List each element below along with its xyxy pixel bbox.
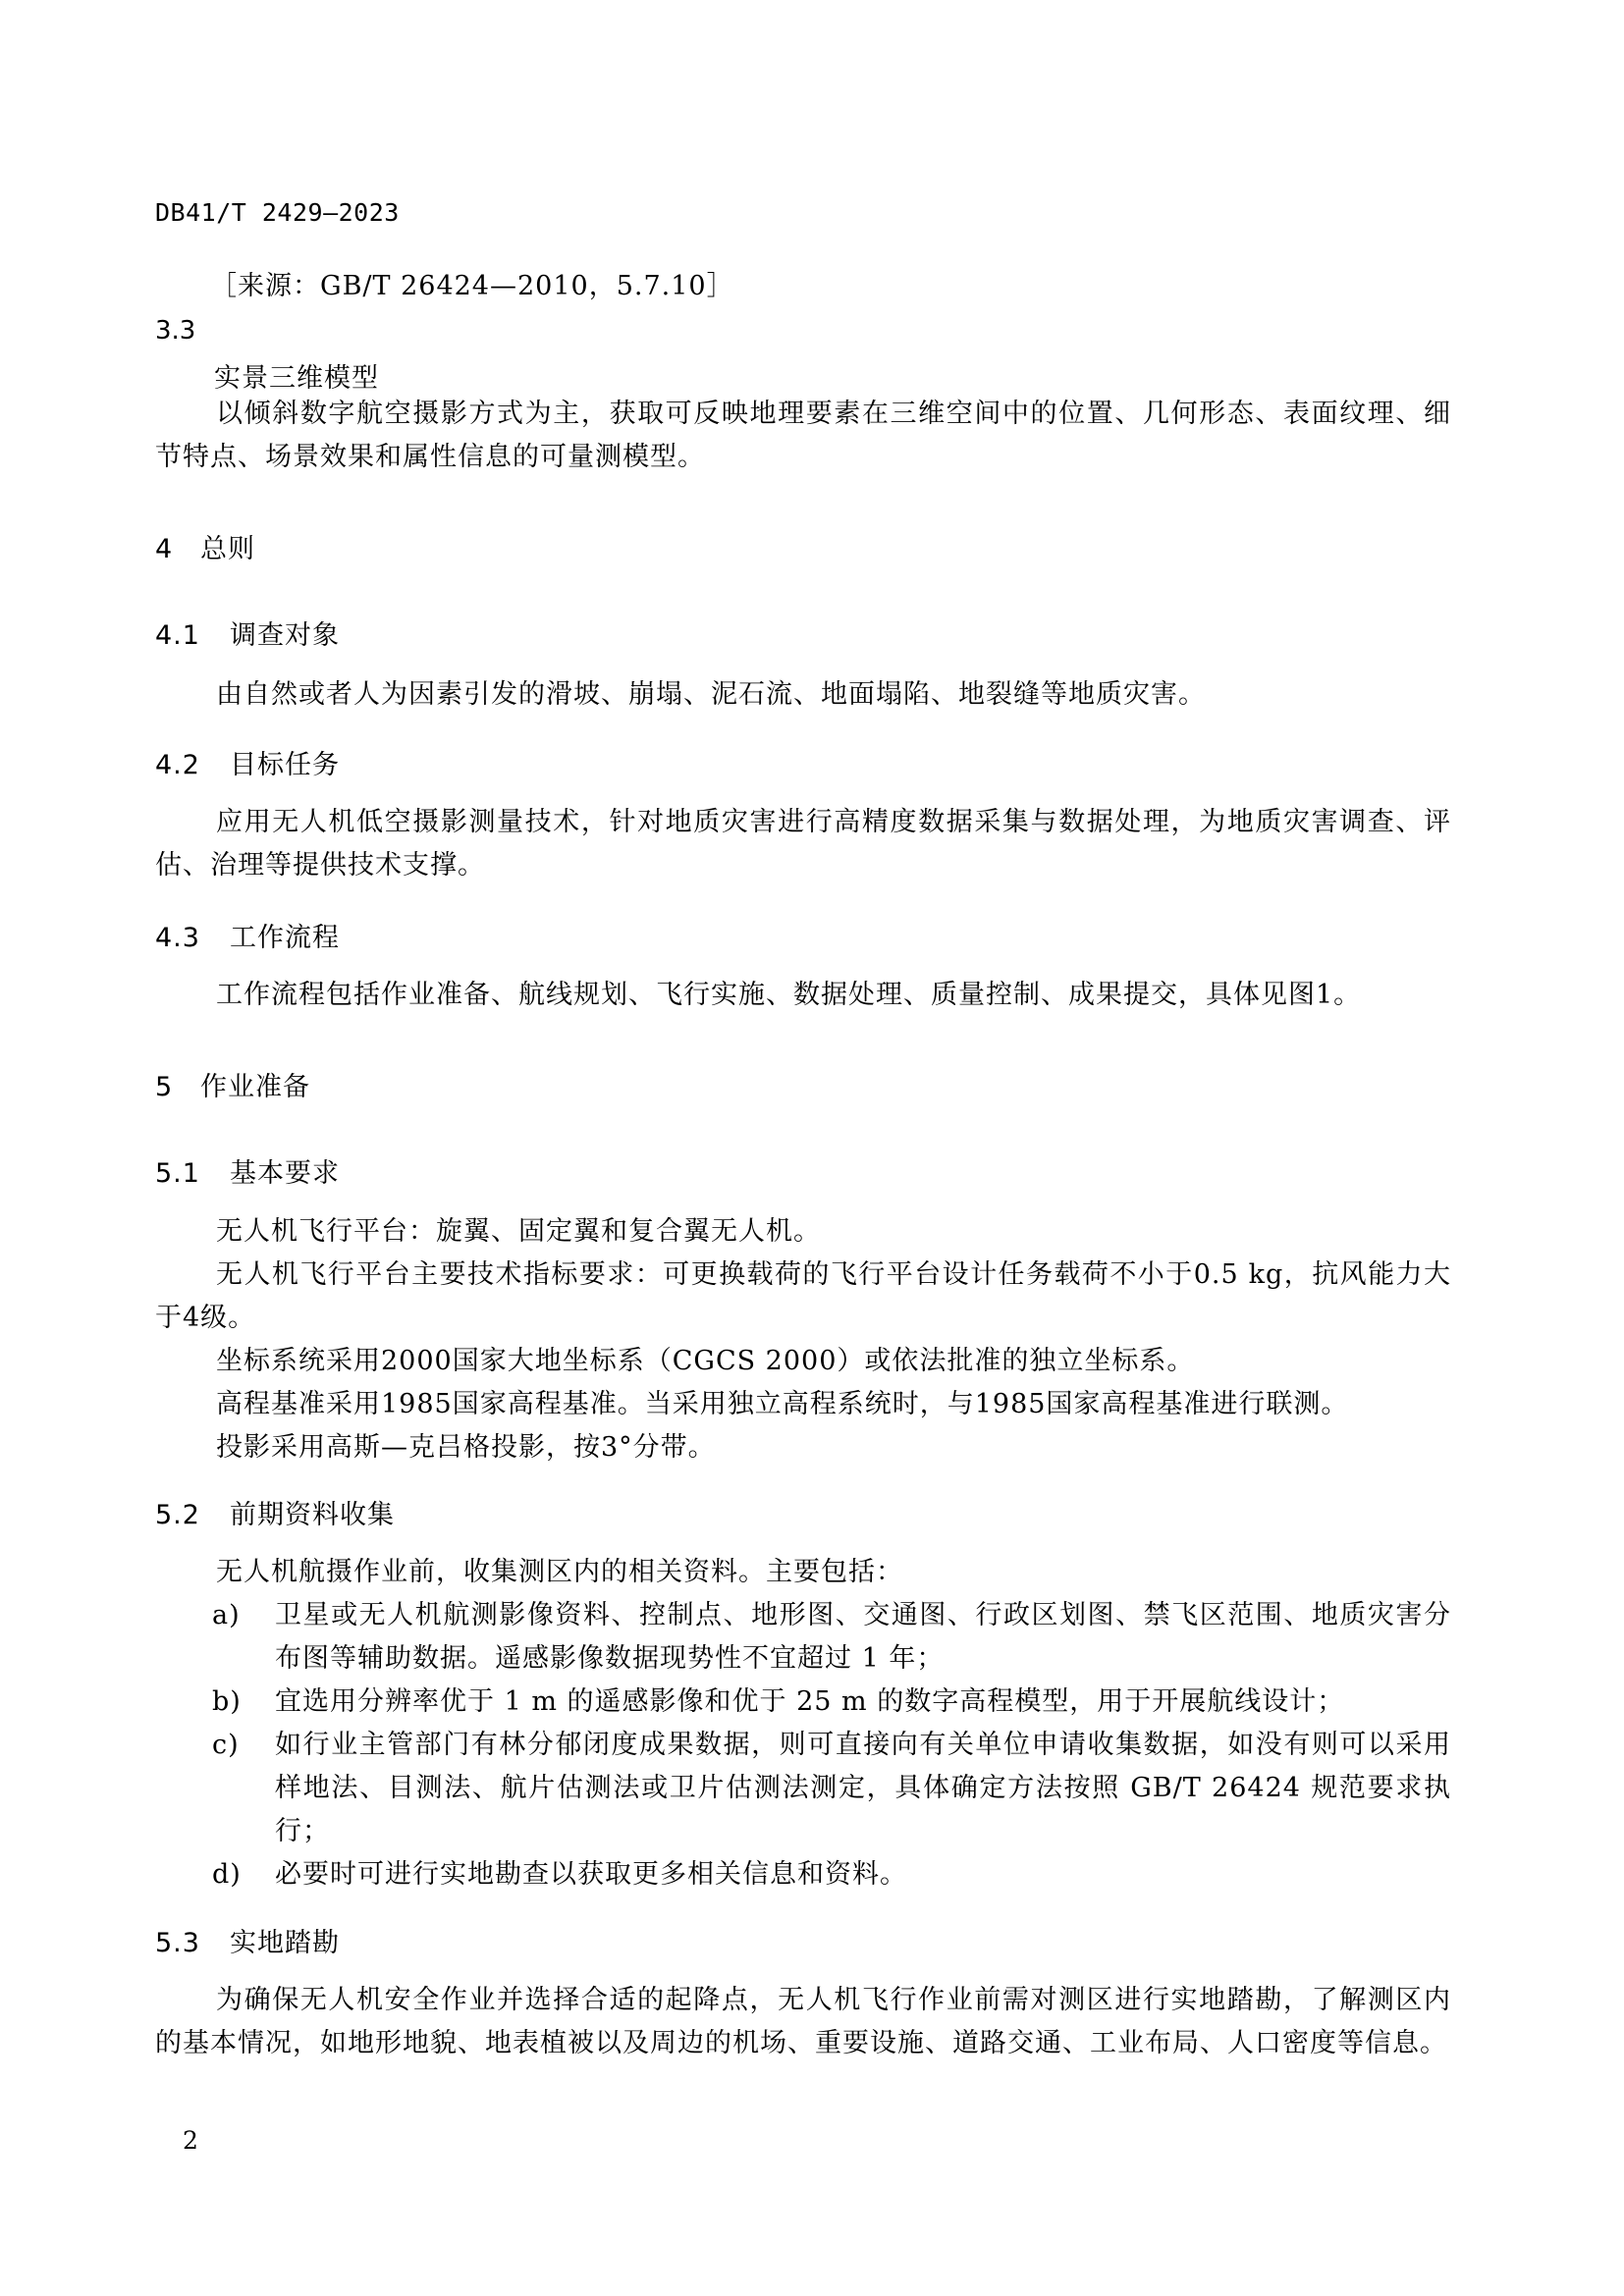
list-item-c: [214, 1724, 1451, 1853]
paragraph-4-2: 应用无人机低空摄影测量技术，针对地质灾害进行高精度数据采集与数据处理，为地质灾害调查、评估、治理等提供技术支撑。: [155, 807, 1451, 881]
paragraph-5-1-coordinates: 坐标系统采用2000国家大地坐标系（CGCS 2000）或依法批准的独立坐标系。: [216, 1346, 1195, 1376]
section-title: 作业准备: [200, 1072, 310, 1102]
term-number: 3.3: [155, 316, 196, 346]
section-number: 4: [155, 534, 174, 564]
list-item-label: a): [212, 1600, 241, 1630]
subsection-number: 4.1: [155, 620, 200, 651]
list-item-b: [214, 1681, 1451, 1724]
subsection-number: 5.2: [155, 1500, 200, 1530]
page-number: 2: [183, 2126, 198, 2155]
paragraph-5-1-projection: 投影采用高斯—克吕格投影，按3°分带。: [216, 1432, 716, 1463]
list-item-label: c): [212, 1730, 240, 1760]
list-item-text: 卫星或无人机航测影像资料、控制点、地形图、交通图、行政区划图、禁飞区范围、地质灾害分布图等辅助数据。遥感影像数据现势性不宜超过 1 年；: [275, 1600, 1451, 1674]
paragraph-5-3: 为确保无人机安全作业并选择合适的起降点，无人机飞行作业前需对测区进行实地踏勘，了解测区内的基本情况，如地形地貌、地表植被以及周边的机场、重要设施、道路交通、工业布局、人口密度等信息。: [155, 1985, 1451, 2058]
subsection-heading-5-2: [155, 1493, 395, 1531]
section-number: 5: [155, 1072, 174, 1102]
section-heading-5: [155, 1065, 310, 1103]
paragraph-4-3: 工作流程包括作业准备、航线规划、飞行实施、数据处理、质量控制、成果提交，具体见图1。: [216, 980, 1362, 1010]
subsection-number: 5.1: [155, 1158, 200, 1189]
subsection-heading-4-2: [155, 743, 340, 781]
subsection-number: 4.3: [155, 923, 200, 953]
subsection-title: 调查对象: [230, 620, 340, 651]
subsection-heading-5-1: [155, 1151, 340, 1190]
list-item-text: 如行业主管部门有林分郁闭度成果数据，则可直接向有关单位申请收集数据，如没有则可以采用样地法、目测法、航片估测法或卫片估测法测定，具体确定方法按照 GB/T 26424 规范要求执行；: [275, 1730, 1451, 1846]
subsection-title: 基本要求: [230, 1158, 340, 1189]
subsection-heading-4-1: [155, 614, 340, 652]
subsection-title: 工作流程: [230, 923, 340, 953]
paragraph-5-1-elevation: 高程基准采用1985国家高程基准。当采用独立高程系统时，与1985国家高程基准进行联测。: [216, 1389, 1349, 1419]
list-item-label: b): [212, 1686, 242, 1717]
subsection-heading-5-3: [155, 1921, 340, 1959]
list-item-a: [214, 1594, 1451, 1681]
subsection-number: 4.2: [155, 750, 200, 780]
list-item-label: d): [212, 1859, 242, 1890]
section-title: 总则: [200, 534, 255, 564]
paragraph-5-1-platform: 无人机飞行平台：旋翼、固定翼和复合翼无人机。: [216, 1216, 821, 1247]
paragraph-4-1: 由自然或者人为因素引发的滑坡、崩塌、泥石流、地面塌陷、地裂缝等地质灾害。: [216, 679, 1206, 710]
subsection-heading-4-3: [155, 916, 340, 954]
subsection-number: 5.3: [155, 1928, 200, 1958]
term-title: 实景三维模型: [214, 363, 379, 394]
list-item-d: [214, 1853, 1451, 1896]
subsection-title: 前期资料收集: [230, 1500, 395, 1530]
section-heading-4: [155, 527, 255, 565]
document-code-header: DB41/T 2429—2023: [155, 198, 400, 227]
list-item-text: 必要时可进行实地勘查以获取更多相关信息和资料。: [275, 1859, 907, 1890]
term-definition: 以倾斜数字航空摄影方式为主，获取可反映地理要素在三维空间中的位置、几何形态、表面纹理、细节特点、场景效果和属性信息的可量测模型。: [155, 399, 1451, 472]
subsection-title: 实地踏勘: [230, 1928, 340, 1958]
list-item-text: 宜选用分辨率优于 1 m 的遥感影像和优于 25 m 的数字高程模型，用于开展航线设计；: [275, 1686, 1345, 1717]
paragraph-5-1-specs: 无人机飞行平台主要技术指标要求：可更换载荷的飞行平台设计任务载荷不小于0.5 kg，抗风能力大于4级。: [155, 1259, 1451, 1333]
source-note: ［来源：GB/T 26424—2010，5.7.10］: [210, 271, 734, 301]
subsection-title: 目标任务: [230, 750, 340, 780]
paragraph-5-2-intro: 无人机航摄作业前，收集测区内的相关资料。主要包括：: [216, 1557, 903, 1587]
